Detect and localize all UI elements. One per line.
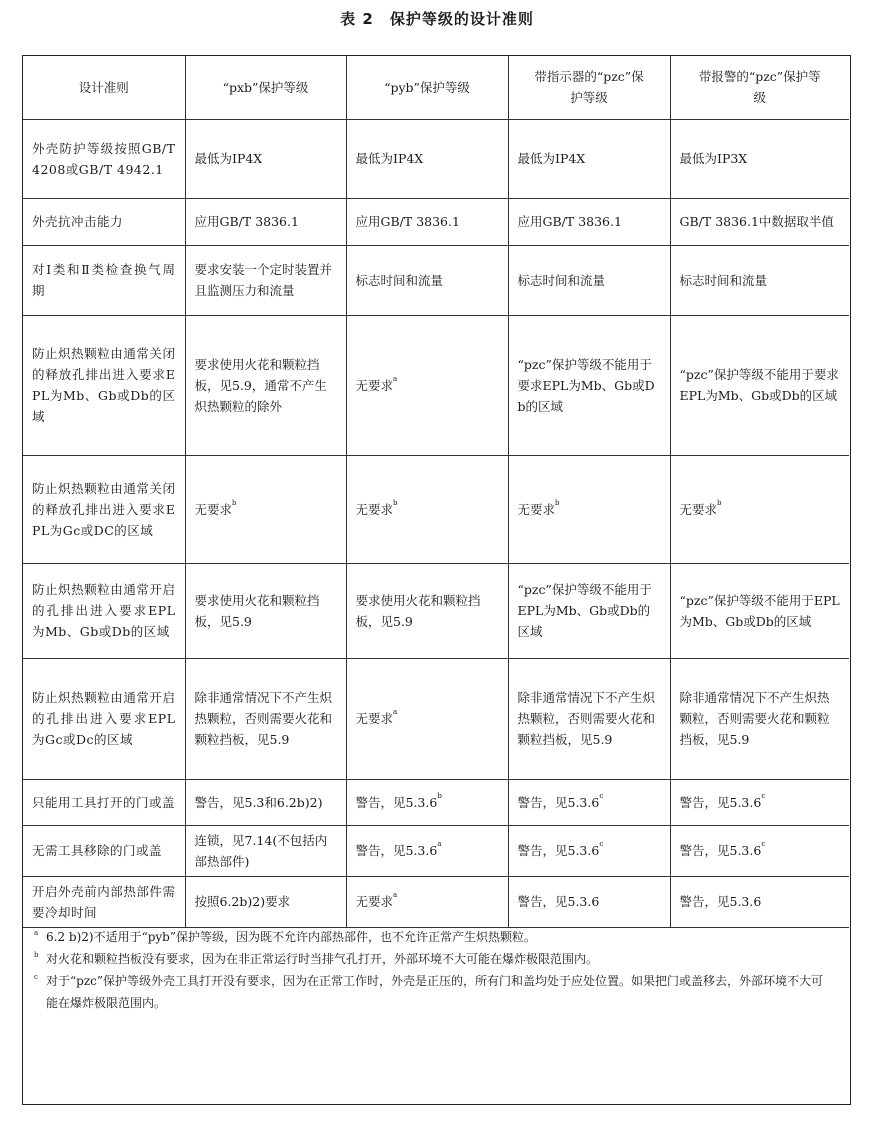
table-row (23, 455, 849, 563)
cell-criteria (23, 245, 185, 315)
cell-pzc-alarm (670, 779, 849, 825)
cell-text: 无要求 (355, 377, 394, 393)
cell-text: 标志时间和流量 (517, 272, 606, 288)
cell-text: 无要求 (679, 501, 718, 517)
table-row (23, 315, 849, 455)
cell-pyb (346, 455, 508, 563)
header-pzc-indicator: 带指示器的“pzc”保护等级 (508, 56, 670, 119)
cell-pyb (346, 825, 508, 876)
cell-pzc-indicator (508, 315, 670, 455)
table-title: 表 2 保护等级的设计准则 (340, 10, 534, 28)
cell-pxb (185, 658, 346, 779)
header-row (23, 56, 849, 119)
header-pxb: “pxb”保护等级 (185, 56, 346, 119)
cell-text: 警告，见5.3.6 (355, 794, 438, 810)
cell-text: 要求使用火花和颗粒挡板，见5.9 (355, 592, 481, 629)
cell-text: “pzc”保护等级不能用于要求EPL为Mb、Gb或Db的区域 (517, 356, 655, 414)
table-row (23, 119, 849, 198)
cell-text: 警告，见5.3.6 (679, 794, 762, 810)
cell-criteria (23, 779, 185, 825)
footnote-marker: a (393, 374, 398, 383)
cell-text: 警告，见5.3.6 (517, 843, 600, 858)
table-row (23, 245, 849, 315)
cell-pzc-indicator (508, 119, 670, 198)
cell-text: 无要求 (355, 501, 394, 517)
cell-text: 应用GB/T 3836.1 (194, 214, 299, 229)
cell-text: 警告，见5.3.6 (355, 843, 438, 858)
cell-criteria (23, 876, 185, 927)
footnote (34, 926, 824, 948)
cell-pzc-indicator (508, 455, 670, 563)
cell-pzc-alarm (670, 876, 849, 927)
table-row (23, 563, 849, 658)
table-row (23, 658, 849, 779)
cell-text: 只能用工具打开的门或盖 (32, 794, 176, 810)
table-row (23, 825, 849, 876)
cell-text: “pzc”保护等级不能用于EPL为Mb、Gb或Db的区域 (679, 592, 840, 629)
cell-pzc-alarm (670, 119, 849, 198)
design-criteria-table (23, 56, 849, 928)
table-row (23, 198, 849, 245)
cell-text: 标志时间和流量 (679, 272, 768, 288)
cell-pzc-indicator (508, 658, 670, 779)
footnote-mark: a (34, 929, 39, 937)
cell-pxb (185, 563, 346, 658)
cell-pzc-alarm (670, 455, 849, 563)
footnote-text: 6.2 b)2)不适用于“pyb”保护等级，因为既不允许内部热部件，也不允许正常产生炽热颗粒。 (46, 930, 536, 944)
cell-text: 警告，见5.3.6 (517, 894, 600, 909)
cell-text: GB/T 3836.1中数据取半值 (679, 214, 834, 229)
footnote-marker: b (232, 498, 237, 507)
cell-text: 无要求 (355, 894, 394, 909)
cell-text: 无要求 (517, 501, 556, 517)
footnote-marker: c (599, 791, 604, 800)
footnote-marker: c (599, 840, 604, 848)
cell-text: 防止炽热颗粒由通常开启的孔排出进入要求EPL为Mb、Gb或Db的区域 (32, 582, 176, 639)
cell-criteria (23, 315, 185, 455)
footnote-text: 对于“pzc”保护等级外壳工具打开没有要求，因为在正常工作时，外壳是正压的，所有门和盖均处于应处位置。如果把门或盖移去，外部环境不大可能在爆炸极限范围内。 (46, 974, 823, 1010)
cell-pzc-indicator (508, 198, 670, 245)
cell-text: “pzc”保护等级不能用于要求EPL为Mb、Gb或Db的区域 (679, 367, 839, 403)
cell-pzc-alarm (670, 198, 849, 245)
cell-pyb (346, 245, 508, 315)
cell-text: 应用GB/T 3836.1 (355, 214, 460, 229)
cell-text: 警告，见5.3.6 (679, 894, 762, 909)
footnote-marker: c (761, 791, 766, 800)
table-footnotes (34, 926, 824, 1014)
cell-criteria (23, 563, 185, 658)
cell-pzc-alarm (670, 825, 849, 876)
cell-criteria (23, 825, 185, 876)
footnote-marker: a (393, 891, 398, 899)
cell-pxb (185, 119, 346, 198)
footnote-marker: b (393, 498, 398, 507)
cell-text: 开启外壳前内部热部件需要冷却时间 (32, 883, 176, 920)
cell-text: 防止炽热颗粒由通常开启的孔排出进入要求EPL为Gc或Dc的区域 (32, 690, 176, 747)
cell-text: 无要求 (194, 501, 233, 517)
cell-text: 外壳抗冲击能力 (32, 214, 124, 229)
cell-pxb (185, 245, 346, 315)
footnote (34, 970, 824, 1014)
cell-text: 最低为IP3X (679, 151, 748, 166)
cell-pxb (185, 315, 346, 455)
cell-text: 最低为IP4X (517, 151, 586, 166)
cell-pxb (185, 779, 346, 825)
cell-text: 无要求 (355, 711, 394, 726)
cell-text: 最低为IP4X (194, 151, 263, 166)
cell-pzc-alarm (670, 245, 849, 315)
cell-text: “pzc”保护等级不能用于EPL为Mb、Gb或Db的区域 (517, 582, 652, 639)
cell-text: 要求使用火花和颗粒挡板，见5.9 (194, 592, 320, 629)
footnote-marker: b (717, 498, 722, 507)
cell-pyb (346, 779, 508, 825)
table-row (23, 876, 849, 927)
cell-text: 警告，见5.3和6.2b)2) (194, 794, 323, 810)
cell-pzc-indicator (508, 876, 670, 927)
cell-pyb (346, 198, 508, 245)
cell-text: 应用GB/T 3836.1 (517, 214, 622, 229)
cell-pyb (346, 119, 508, 198)
cell-pzc-indicator (508, 245, 670, 315)
table-row (23, 779, 849, 825)
cell-text: 外壳防护等级按照GB/T 4208或GB/T 4942.1 (32, 140, 176, 177)
footnote-marker: b (437, 791, 442, 800)
cell-pzc-alarm (670, 563, 849, 658)
footnote-mark: c (34, 973, 38, 981)
cell-text: 除非通常情况下不产生炽热颗粒，否则需要火花和颗粒挡板，见5.9 (194, 690, 333, 747)
header-pzc-alarm: 带报警的“pzc”保护等级 (670, 56, 849, 119)
cell-text: 要求使用火花和颗粒挡板，见5.9，通常不产生炽热颗粒的除外 (194, 356, 327, 414)
cell-text: 除非通常情况下不产生炽热颗粒，否则需要火花和颗粒挡板，见5.9 (679, 690, 830, 747)
cell-text: 防止炽热颗粒由通常关闭的释放孔排出进入要求EPL为Gc或DC的区域 (32, 480, 176, 538)
cell-text: 除非通常情况下不产生炽热颗粒，否则需要火花和颗粒挡板，见5.9 (517, 690, 656, 747)
cell-pzc-alarm (670, 315, 849, 455)
cell-pzc-indicator (508, 825, 670, 876)
footnote (34, 948, 824, 970)
cell-text: 对Ⅰ类和Ⅱ类检查换气周期 (32, 262, 176, 298)
cell-pyb (346, 315, 508, 455)
cell-text: 按照6.2b)2)要求 (194, 894, 291, 909)
cell-text: 警告，见5.3.6 (517, 794, 600, 810)
cell-text: 无需工具移除的门或盖 (32, 843, 163, 858)
cell-text: 要求安装一个定时装置并且监测压力和流量 (194, 262, 333, 298)
cell-text: 连锁，见7.14(不包括内部热部件) (194, 832, 328, 869)
cell-pxb (185, 876, 346, 927)
cell-pzc-alarm (670, 658, 849, 779)
footnote-marker: c (761, 840, 766, 848)
cell-criteria (23, 455, 185, 563)
cell-pzc-indicator (508, 563, 670, 658)
cell-text: 标志时间和流量 (355, 272, 444, 288)
cell-criteria (23, 119, 185, 198)
cell-criteria (23, 658, 185, 779)
footnote-mark: b (34, 951, 39, 959)
footnote-marker: a (437, 840, 442, 848)
cell-text: 防止炽热颗粒由通常关闭的释放孔排出进入要求EPL为Mb、Gb或Db的区域 (32, 346, 176, 424)
cell-pyb (346, 658, 508, 779)
cell-text: 最低为IP4X (355, 151, 424, 166)
footnote-text: 对火花和颗粒挡板没有要求，因为在非正常运行时当排气孔打开，外部环境不大可能在爆炸极限范围内。 (46, 952, 599, 966)
cell-pyb (346, 563, 508, 658)
cell-pxb (185, 198, 346, 245)
cell-pyb (346, 876, 508, 927)
cell-criteria (23, 198, 185, 245)
header-pyb: “pyb”保护等级 (346, 56, 508, 119)
cell-text: 警告，见5.3.6 (679, 843, 762, 858)
footnote-marker: a (393, 708, 398, 716)
cell-pzc-indicator (508, 779, 670, 825)
cell-pxb (185, 825, 346, 876)
header-criteria: 设计准则 (23, 56, 185, 119)
cell-pxb (185, 455, 346, 563)
footnote-marker: b (555, 498, 560, 507)
